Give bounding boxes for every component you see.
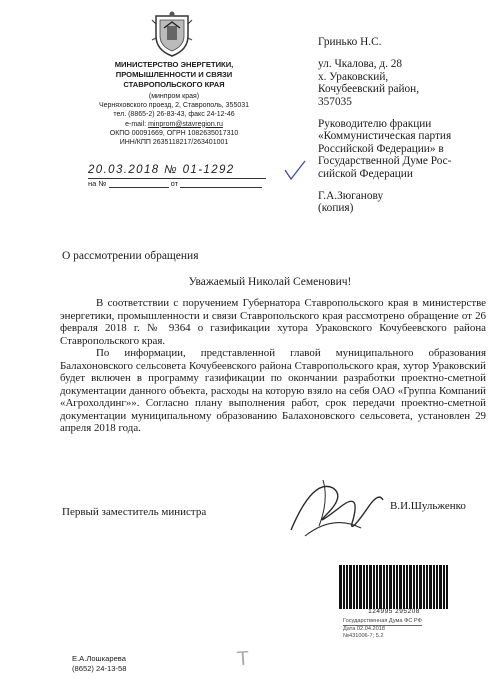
barcode-bar	[379, 565, 382, 609]
email-label: e-mail:	[125, 120, 147, 128]
body-paragraph: По информации, представленной главой муниципального образования Балахоновского сельсовета Кочубеевского района Ставропольского края, хутор Ураковский будет включен в программу газификации по окончании разработки проектно-сметной документации данного объекта, расходы на которую взяло на себя ОАО «Группа Компаний «Агрохолдинг»». Согласно плану выполнения работ, срок передачи проектно-сметной документации муниципальному образованию Балахоновского сельсовета, установлен 29 апреля 2018 года.	[60, 347, 486, 434]
barcode-bar	[376, 565, 378, 609]
ministry-line: МИНИСТЕРСТВО ЭНЕРГЕТИКИ,	[114, 60, 234, 69]
body-paragraph: В соответствии с поручением Губернатора Ставропольского края в министерстве энергетики, промышленности и связи Ставропольского края рассмотрено обращение от 26 февраля 2018 г. № 9364 о газификации хутора Ураковского Кочубеевского района Ставропольского края.	[60, 297, 486, 347]
barcode-bar	[369, 565, 372, 609]
letter-body	[60, 297, 486, 435]
reference-line	[88, 179, 268, 188]
recipient2-line: сийской Федерации	[318, 167, 413, 180]
signer-name: В.И.Шульженко	[390, 500, 466, 512]
barcode-bar	[389, 565, 392, 609]
inn-kpp: ИНН/КПП 2635118217/263401001	[119, 139, 229, 147]
letter-subject: О рассмотрении обращения	[62, 250, 199, 262]
ministry-name	[68, 60, 280, 90]
recipient-address-line: ул. Чкалова, д. 28	[318, 58, 403, 71]
copy-note: (копия)	[318, 202, 354, 215]
executor-name: Е.А.Лошкарева	[72, 654, 126, 663]
addressee-block	[318, 36, 488, 215]
check-mark-icon	[282, 158, 308, 184]
barcode-bar	[403, 565, 405, 609]
handwritten-signature	[283, 470, 388, 545]
sender-phone: тел. (8865-2) 26-83-43, факс 24-12-46	[113, 111, 235, 119]
recipient3-name: Г.А.Зюганову	[318, 190, 384, 203]
barcode-bar	[383, 565, 385, 609]
stamp-date: Дата 02.04.2018	[343, 626, 385, 632]
recipient-name: Гринько Н.С.	[318, 36, 382, 48]
barcode-bar	[439, 565, 442, 609]
barcode-bar	[419, 565, 422, 609]
executor-block	[72, 654, 126, 673]
barcode-bar	[413, 565, 415, 609]
barcode-bar	[406, 565, 408, 609]
barcode-bar	[393, 565, 395, 609]
executor-phone: (8652) 24-13-58	[72, 663, 127, 673]
reference-number-blank	[109, 179, 169, 188]
ministry-line: СТАВРОПОЛЬСКОГО КРАЯ	[123, 80, 225, 89]
registration-stamp	[343, 618, 463, 640]
recipient2-line: Российской Федерации» в	[318, 142, 444, 155]
recipient-address-line: х. Ураковский,	[318, 70, 389, 83]
barcode-bar	[399, 565, 402, 609]
barcode-bar	[396, 565, 398, 609]
letter-salutation: Уважаемый Николай Семенович!	[188, 276, 352, 288]
barcode-bar	[349, 565, 352, 609]
recipient-address-line: 357035	[318, 95, 352, 108]
sender-details	[68, 92, 280, 147]
barcode-bar	[373, 565, 375, 609]
sender-address: Черняховского проезд, 2, Ставрополь, 355031	[98, 102, 250, 110]
registration-number: 20.03.2018 № 01-1292	[88, 164, 235, 176]
barcode-bar	[423, 565, 425, 609]
barcode-number: 124995 295208	[368, 608, 420, 615]
stamp-org: Государственная Дума ФС РФ	[343, 618, 422, 624]
barcode-bar	[343, 565, 345, 609]
barcode-bar	[363, 565, 365, 609]
coat-of-arms-emblem	[150, 10, 194, 58]
barcode-bar	[446, 565, 448, 609]
recipient2-line: «Коммунистическая партия	[318, 130, 452, 143]
barcode-bar	[359, 565, 362, 609]
barcode-bar	[346, 565, 348, 609]
ministry-line: ПРОМЫШЛЕННОСТИ И СВЯЗИ	[115, 70, 233, 79]
reference-date-blank	[180, 179, 262, 188]
barcode-bar	[386, 565, 388, 609]
signer-position: Первый заместитель министра	[62, 506, 207, 518]
margin-handwritten-mark: Т	[236, 647, 250, 671]
barcode-bar	[366, 565, 368, 609]
recipient2-line: Руководителю фракции	[318, 118, 432, 131]
stamp-number: №431006-7; 5.2	[343, 633, 384, 639]
barcode-bar	[443, 565, 445, 609]
reference-na-label: на №	[88, 179, 107, 188]
ministry-short-name: (минпром края)	[148, 93, 200, 100]
barcode	[337, 565, 451, 609]
barcode-bar	[339, 565, 342, 609]
reference-ot-label: от	[170, 179, 179, 188]
recipient-address-line: Кочубеевский район,	[318, 83, 420, 96]
okpo-ogrn: ОКПО 00091669, ОГРН 1082635017310	[109, 129, 239, 137]
barcode-bar	[409, 565, 412, 609]
barcode-bar	[433, 565, 435, 609]
recipient2-line: Государственной Думе Рос-	[318, 155, 452, 168]
barcode-bar	[426, 565, 428, 609]
barcode-bar	[429, 565, 432, 609]
email-link[interactable]: minprom@stavregion.ru	[148, 120, 223, 128]
barcode-bar	[353, 565, 355, 609]
barcode-bar	[416, 565, 418, 609]
barcode-bar	[356, 565, 358, 609]
sender-email-row	[68, 120, 280, 129]
barcode-bar	[436, 565, 438, 609]
